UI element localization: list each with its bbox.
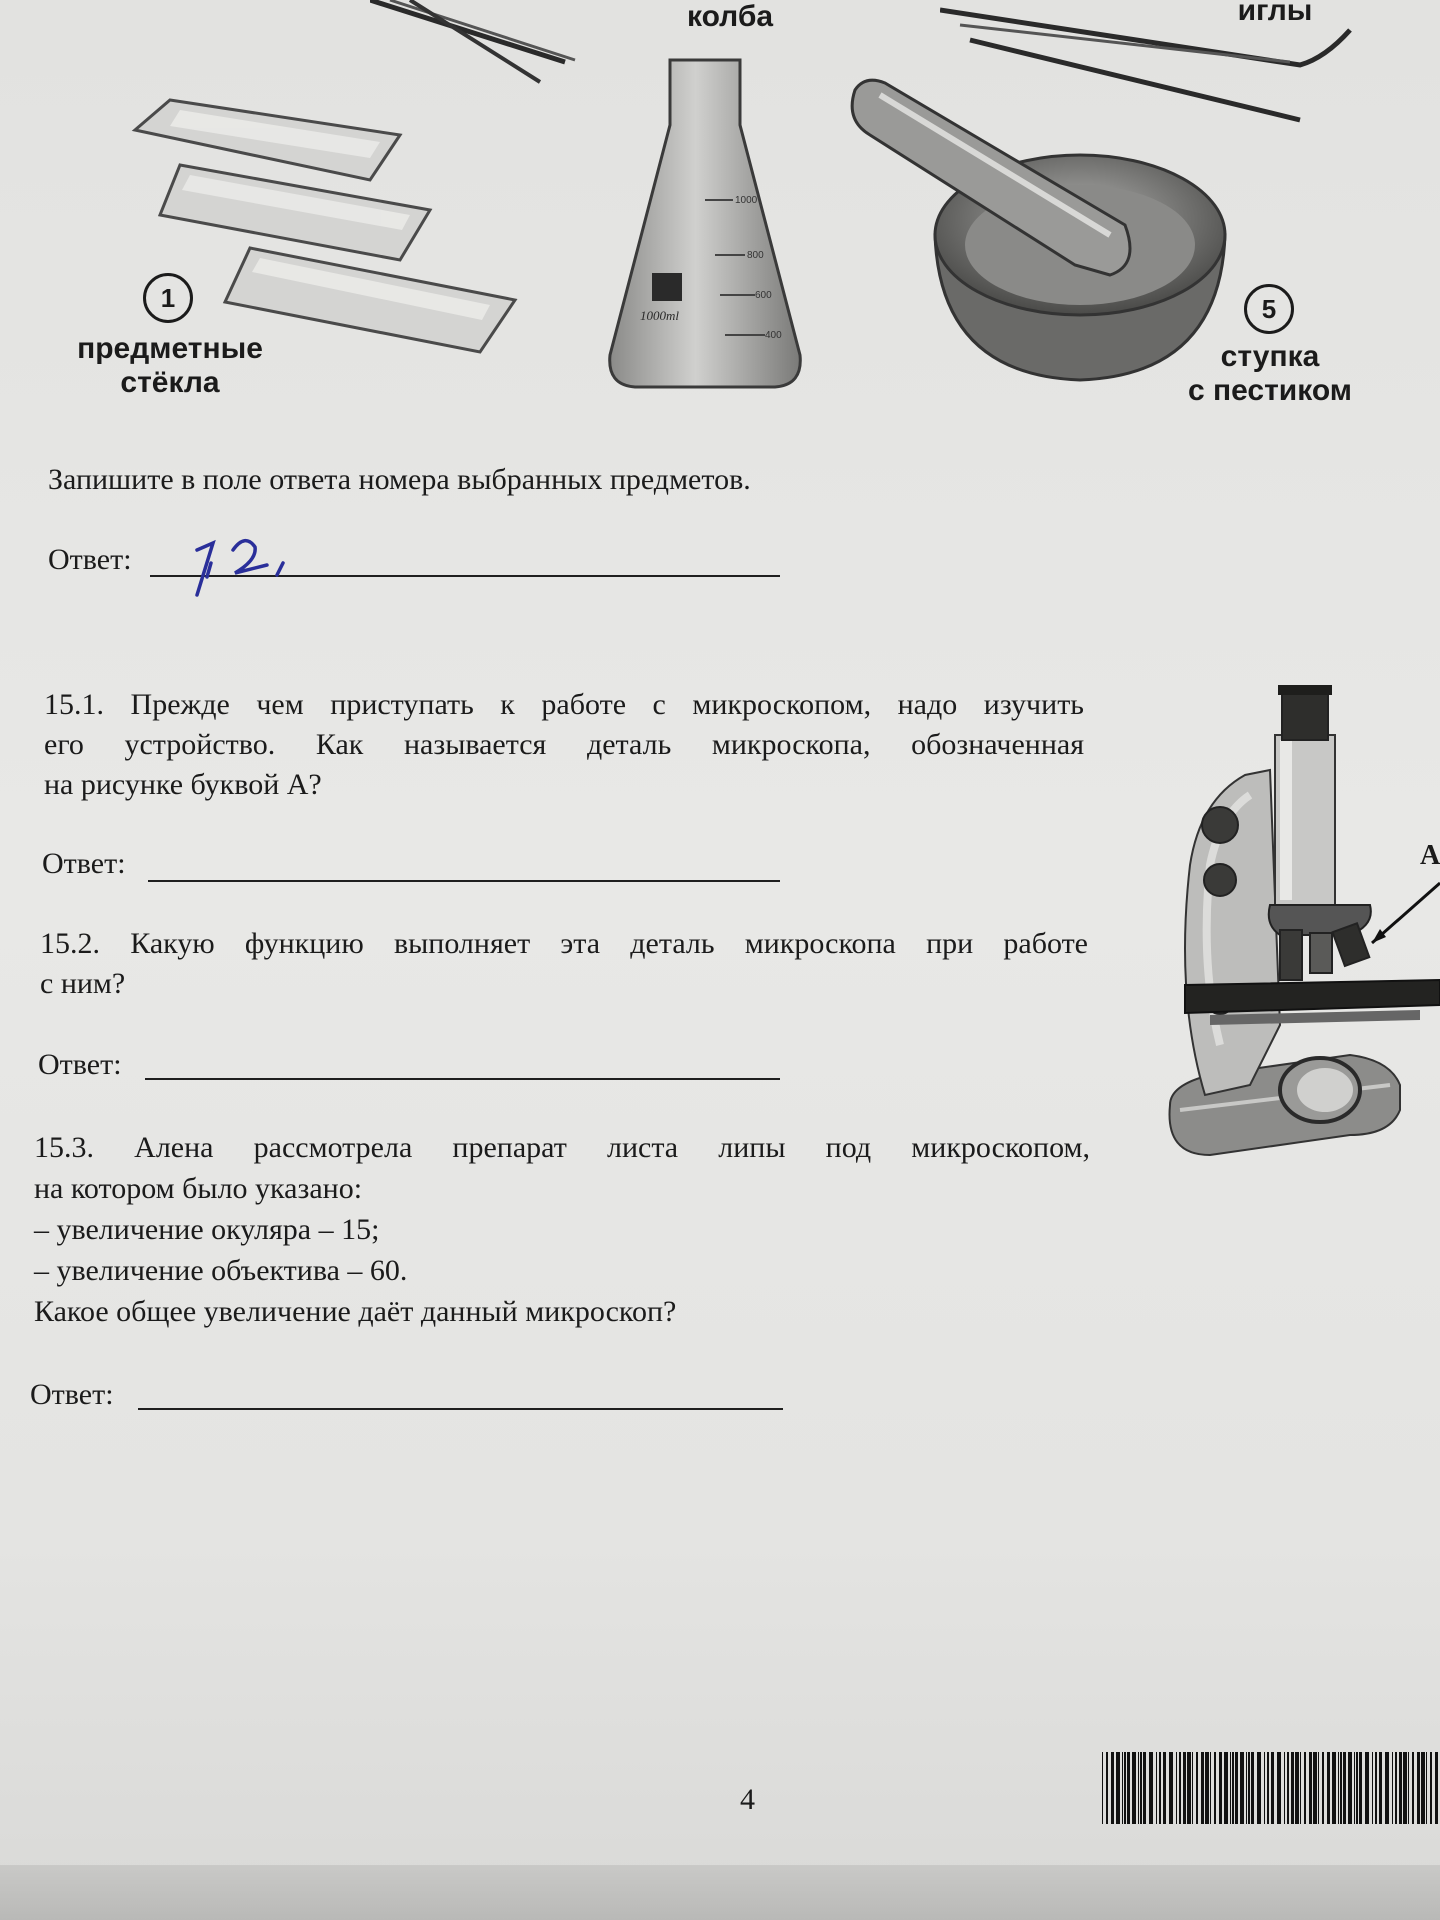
barcode-bar [1251,1752,1254,1824]
task15-3-line-3: – увеличение окуляра – 15; [34,1213,380,1246]
barcode-bar [1248,1752,1250,1824]
task15-2-text [40,924,1088,1004]
flask-mark-800: 800 [747,250,764,261]
page-edge-shadow [0,1865,1440,1920]
barcode-bar [1408,1752,1409,1824]
page-number: 4 [740,1783,755,1816]
barcode-bar [1426,1752,1427,1824]
item-number-5: 5 [1244,284,1294,334]
slides-caption [55,332,285,400]
barcode-bar [1235,1752,1238,1824]
barcode-bar [1138,1752,1139,1824]
barcode-bar [1338,1752,1339,1824]
barcode-bar [1224,1752,1228,1824]
barcode-bar [1304,1752,1306,1824]
barcode-bar [1219,1752,1222,1824]
task15-3-answer-line[interactable] [138,1408,783,1410]
barcode-bar [1343,1752,1346,1824]
barcode-bar [1232,1752,1234,1824]
barcode [1102,1752,1440,1824]
barcode-bar [1403,1752,1407,1824]
barcode-bar [1187,1752,1191,1824]
barcode-bar [1169,1752,1173,1824]
flask-mark-400: 400 [765,330,782,341]
barcode-bar [1287,1752,1289,1824]
task14-instruction: Запишите в поле ответа номера выбранных предметов. [48,463,751,496]
barcode-bar [1159,1752,1161,1824]
mortar-caption [1160,340,1380,408]
barcode-bar [1277,1752,1281,1824]
barcode-bar [1127,1752,1130,1824]
microscope-pointer-letter: А [1420,840,1440,871]
flask-label: колба [686,0,774,33]
barcode-bar [1201,1752,1204,1824]
barcode-bar [1116,1752,1120,1824]
barcode-bar [1176,1752,1177,1824]
barcode-bar [1395,1752,1397,1824]
barcode-bar [1124,1752,1126,1824]
barcode-bar [1340,1752,1342,1824]
task15-2-line-2: с ним? [40,967,126,1000]
task15-1-text [44,685,1084,805]
slides-caption-line1: предметные [77,332,263,365]
flask-mark-600: 600 [755,290,772,301]
task15-1-answer-label: Ответ: [42,847,126,880]
barcode-bar [1102,1752,1103,1824]
flask-mark-1000: 1000 [735,195,758,206]
barcode-bar [1246,1752,1247,1824]
barcode-bar [1392,1752,1393,1824]
task15-1-answer-line[interactable] [148,880,780,882]
task15-2-answer-line[interactable] [145,1078,780,1080]
task15-3-line-2: на котором было указано: [34,1172,363,1205]
barcode-bar [1111,1752,1114,1824]
barcode-bar [1143,1752,1146,1824]
task15-3-text [34,1127,1090,1332]
task15-1-line-2: его устройство. Как называется деталь микроскопа, обозначенная [44,728,1084,761]
barcode-bar [1322,1752,1324,1824]
barcode-bar [1291,1752,1294,1824]
barcode-bar [1309,1752,1312,1824]
barcode-bar [1240,1752,1244,1824]
barcode-bar [1264,1752,1265,1824]
barcode-bar [1412,1752,1414,1824]
barcode-bar [1327,1752,1330,1824]
task15-3-line-1: 15.3. Алена рассмотрела препарат листа липы под микроскопом, [34,1131,1090,1164]
barcode-bar [1318,1752,1319,1824]
barcode-bar [1365,1752,1369,1824]
task15-3-answer-label: Ответ: [30,1378,114,1411]
microscope-image [1150,665,1440,1185]
barcode-bar [1348,1752,1352,1824]
task15-1-line-1: 15.1. Прежде чем приступать к работе с микроскопом, надо изучить [44,688,1084,721]
task15-2-line-1: 15.2. Какую функцию выполняет эта деталь микроскопа при работе [40,927,1088,960]
barcode-bar [1354,1752,1355,1824]
barcode-bar [1214,1752,1216,1824]
barcode-bar [1417,1752,1420,1824]
barcode-bar [1295,1752,1299,1824]
barcode-bar [1421,1752,1425,1824]
mortar-caption-line1: ступка [1220,340,1320,373]
barcode-bar [1300,1752,1301,1824]
barcode-bar [1179,1752,1181,1824]
barcode-bar [1356,1752,1358,1824]
barcode-bar [1313,1752,1317,1824]
needles-label: иглы [1237,0,1313,27]
mortar-caption-line2: с пестиком [1188,374,1352,407]
barcode-bar [1205,1752,1209,1824]
barcode-bar [1375,1752,1377,1824]
tweezers-image [370,0,590,90]
barcode-bar [1196,1752,1198,1824]
task15-1-line-3: на рисунке буквой А? [44,768,322,801]
barcode-bar [1267,1752,1269,1824]
task14-answer-label: Ответ: [48,543,132,576]
glass-slides-image [130,90,520,360]
barcode-bar [1163,1752,1166,1824]
task15-3-line-5: Какое общее увеличение даёт данный микроскоп? [34,1295,677,1328]
barcode-bar [1183,1752,1186,1824]
item-number-1: 1 [143,273,193,323]
barcode-bar [1430,1752,1432,1824]
barcode-bar [1192,1752,1193,1824]
barcode-bar [1271,1752,1274,1824]
barcode-bar [1140,1752,1142,1824]
task15-3-line-4: – увеличение объектива – 60. [34,1254,408,1287]
barcode-bar [1284,1752,1285,1824]
flask-volume: 1000ml [640,308,679,323]
barcode-bar [1435,1752,1438,1824]
barcode-bar [1156,1752,1157,1824]
slides-caption-line2: стёкла [120,366,220,399]
barcode-bar [1332,1752,1336,1824]
barcode-bar [1149,1752,1153,1824]
barcode-bar [1122,1752,1123,1824]
barcode-bar [1359,1752,1362,1824]
barcode-bar [1210,1752,1211,1824]
barcode-bar [1379,1752,1382,1824]
task15-2-answer-label: Ответ: [38,1048,122,1081]
barcode-bar [1257,1752,1261,1824]
flask-image [605,55,805,395]
barcode-bar [1230,1752,1231,1824]
barcode-bar [1399,1752,1402,1824]
barcode-bar [1132,1752,1136,1824]
barcode-bar [1385,1752,1389,1824]
barcode-bar [1372,1752,1373,1824]
barcode-bar [1106,1752,1108,1824]
